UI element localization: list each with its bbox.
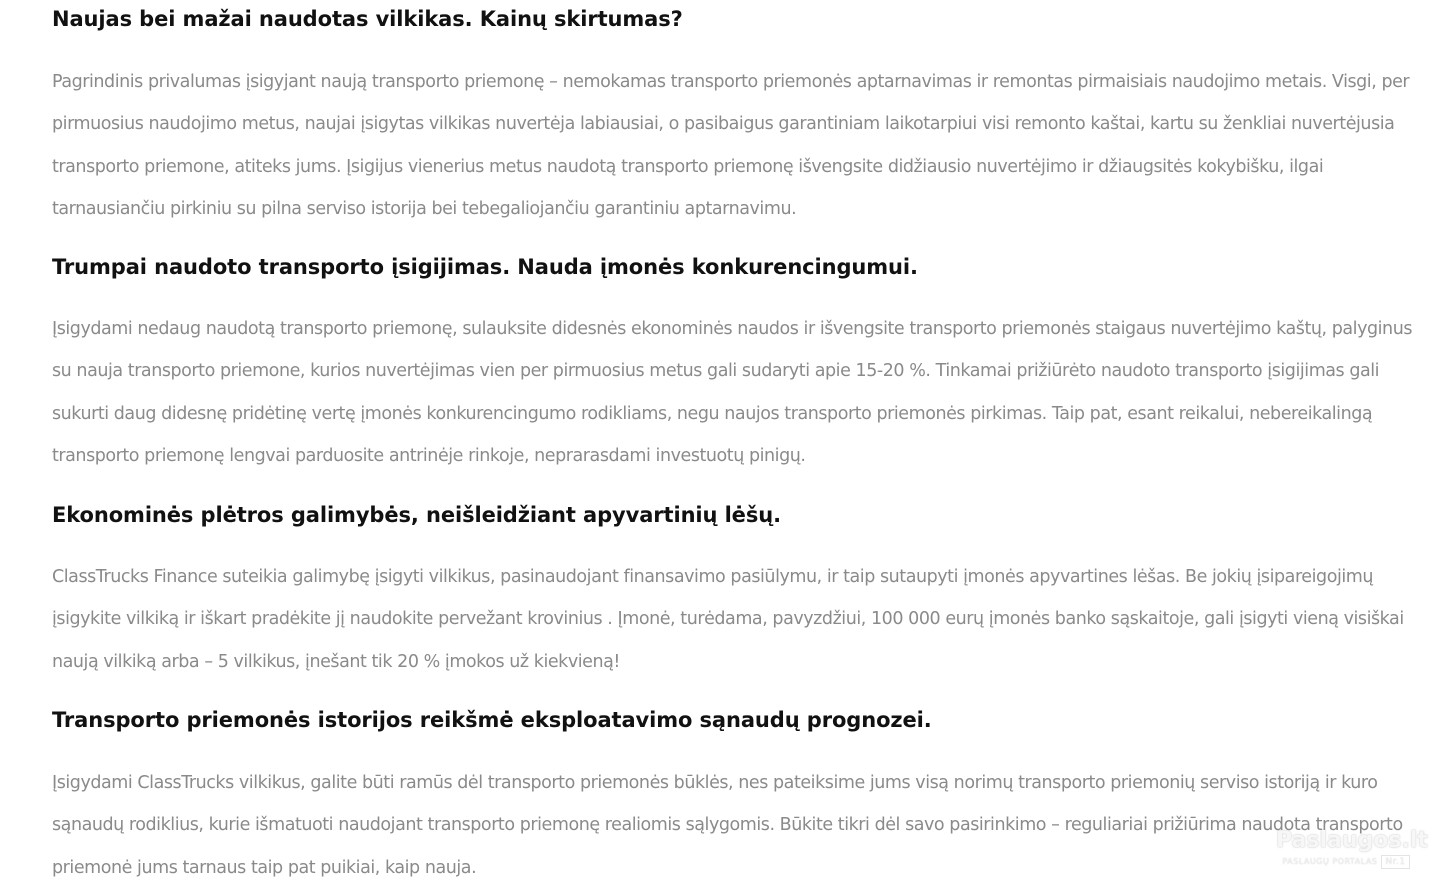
watermark-logo [1276,828,1428,876]
section-heading: Ekonominės plėtros galimybės, neišleidžiant apyvartinių lėšų. [52,503,781,527]
section-paragraph: Įsigydami ClassTrucks vilkikus, galite būti ramūs dėl transporto priemonės būklės, nes pateiksime jums visą norimų transporto priemonių serviso istoriją ir kuro sąnaudų rodiklius, kurie išmatuoti naudojant transporto priemonę realiomis sąlygomis. Būkite tikri dėl savo pasirinkimo – reguliariai prižiūrima naudota transporto priemonė jums tarnaus taip pat puikiai, kaip nauja. [52,773,1403,878]
section-heading: Naujas bei mažai naudotas vilkikas. Kainų skirtumas? [52,7,683,31]
section-paragraph: Įsigydami nedaug naudotą transporto priemonę, sulauksite didesnės ekonominės naudos ir išvengsite transporto priemonės staigaus nuvertėjimo kaštų, palyginus su nauja transporto priemone, kurios nuvertėjimas vien per pirmuosius metus gali sudaryti apie 15-20 %. Tinkamai prižiūrėto naudoto transporto įsigijimas gali sukurti daug didesnę pridėtinę vertę įmonės konkurencingumo rodikliams, negu naujos transporto priemonės pirkimas. Taip pat, esant reikalui, nebereikalingą transporto priemonę lengvai parduosite antrinėje rinkoje, neprarasdami investuotų pinigų. [52,319,1413,466]
section-heading: Transporto priemonės istorijos reikšmė eksploatavimo sąnaudų prognozei. [52,708,932,732]
section-paragraph: ClassTrucks Finance suteikia galimybę įsigyti vilkikus, pasinaudojant finansavimo pasiūlymu, ir taip sutaupyti įmonės apyvartines lėšas. Be jokių įsipareigojimų įsigykite vilkiką ir iškart pradėkite jį naudokite pervežant krovinius . Įmonė, turėdama, pavyzdžiui, 100 000 eurų įmonės banko sąskaitoje, gali įsigyti vieną visiškai naują vilkiką arba – 5 vilkikus, įnešant tik 20 % įmokos už kiekvieną! [52,567,1404,672]
watermark-badge: Nr.1 [1381,855,1409,869]
section-paragraph: Pagrindinis privalumas įsigyjant naują transporto priemonę – nemokamas transporto priemonės aptarnavimas ir remontas pirmaisiais naudojimo metais. Visgi, per pirmuosius naudojimo metus, naujai įsigytas vilkikas nuvertėja labiausiai, o pasibaigus garantiniam laikotarpiui visi remonto kaštai, kartu su ženkliai nuvertėjusia transporto priemone, atiteks jums. Įsigijus vienerius metus naudotą transporto priemonę išvengsite didžiausio nuvertėjimo ir džiaugsitės kokybišku, ilgai tarnausiančiu pirkiniu su pilna serviso istorija bei tebegaliojančiu garantiniu aptarnavimu. [52,72,1410,219]
watermark-tagline: PASLAUGŲ PORTALAS [1282,857,1378,866]
watermark-brand: Paslaugos.lt [1276,828,1428,853]
section-heading: Trumpai naudoto transporto įsigijimas. Nauda įmonės konkurencingumui. [52,255,918,279]
watermark-tagline-row [1276,854,1416,870]
